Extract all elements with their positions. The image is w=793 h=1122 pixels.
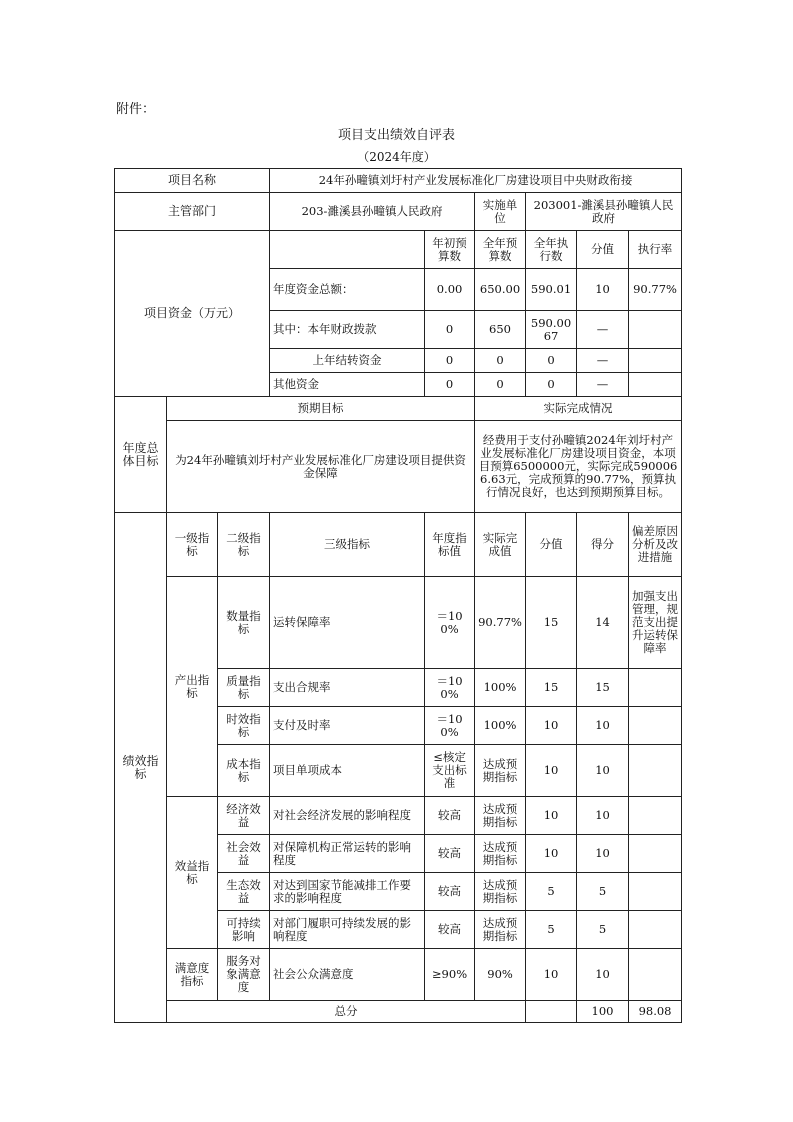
header-level3: 三级指标 — [270, 513, 425, 577]
indicator-value: 5 — [526, 873, 577, 911]
funds-row-initial: 0 — [425, 349, 475, 373]
indicator-target: ≥90% — [425, 949, 475, 1001]
funds-header-annual: 全年预算数 — [475, 231, 526, 269]
indicator-target: 较高 — [425, 873, 475, 911]
indicator-level3: 运转保障率 — [270, 577, 425, 669]
satisfaction-indicators-label: 满意度指标 — [167, 949, 218, 1001]
indicator-level3: 对达到国家节能减排工作要求的影响程度 — [270, 873, 425, 911]
indicator-score: 14 — [577, 577, 629, 669]
performance-header-row — [115, 513, 682, 577]
indicator-score: 10 — [577, 745, 629, 797]
header-level2: 二级指标 — [218, 513, 270, 577]
indicator-level2: 服务对象满意度 — [218, 949, 270, 1001]
header-value: 分值 — [526, 513, 577, 577]
indicator-remark — [629, 707, 682, 745]
funds-header-blank — [270, 231, 425, 269]
funds-row-executed: 590.01 — [526, 269, 577, 311]
indicator-level2: 成本指标 — [218, 745, 270, 797]
indicator-score: 10 — [577, 797, 629, 835]
header-level1: 一级指标 — [167, 513, 218, 577]
header-actual: 实际完成值 — [475, 513, 526, 577]
indicator-actual: 达成预期指标 — [475, 873, 526, 911]
indicator-actual: 100% — [475, 669, 526, 707]
total-blank — [526, 1001, 577, 1023]
indicator-row — [115, 577, 682, 669]
benefit-indicators-label: 效益指标 — [167, 797, 218, 949]
header-target: 年度指标值 — [425, 513, 475, 577]
funds-row-label: 年度资金总额： — [270, 269, 425, 311]
indicator-level3: 对部门履职可持续发展的影响程度 — [270, 911, 425, 949]
funds-row-executed: 0 — [526, 373, 577, 397]
funds-row-score-value: — — [577, 311, 629, 349]
total-label: 总分 — [167, 1001, 526, 1023]
self-evaluation-table — [114, 168, 682, 1023]
funds-header-score-value: 分值 — [577, 231, 629, 269]
department-row — [115, 193, 682, 231]
indicator-score: 15 — [577, 669, 629, 707]
indicator-level2: 数量指标 — [218, 577, 270, 669]
indicator-actual: 90.77% — [475, 577, 526, 669]
indicator-target: 较高 — [425, 911, 475, 949]
funds-row-annual: 650 — [475, 311, 526, 349]
funds-header-rate: 执行率 — [629, 231, 682, 269]
indicator-level2: 社会效益 — [218, 835, 270, 873]
indicator-level2: 时效指标 — [218, 707, 270, 745]
indicator-target: ＝100% — [425, 707, 475, 745]
funds-row-executed: 590.0067 — [526, 311, 577, 349]
indicator-value: 15 — [526, 669, 577, 707]
indicator-target: 较高 — [425, 797, 475, 835]
funds-header-executed: 全年执行数 — [526, 231, 577, 269]
funds-row-rate — [629, 349, 682, 373]
indicator-actual: 90% — [475, 949, 526, 1001]
funds-row-rate: 90.77% — [629, 269, 682, 311]
funds-row-initial: 0 — [425, 311, 475, 349]
performance-indicators-label: 绩效指标 — [115, 513, 167, 1023]
indicator-score: 10 — [577, 949, 629, 1001]
indicator-value: 5 — [526, 911, 577, 949]
implementing-unit-value: 203001-濉溪县孙疃镇人民政府 — [526, 193, 682, 231]
header-score: 得分 — [577, 513, 629, 577]
indicator-value: 10 — [526, 949, 577, 1001]
department-label: 主管部门 — [115, 193, 270, 231]
implementing-unit-label: 实施单位 — [475, 193, 526, 231]
funds-row-executed: 0 — [526, 349, 577, 373]
indicator-level3: 支付及时率 — [270, 707, 425, 745]
indicator-actual: 达成预期指标 — [475, 797, 526, 835]
form-title: 项目支出绩效自评表 — [337, 128, 455, 143]
total-row — [115, 1001, 682, 1023]
indicator-remark — [629, 835, 682, 873]
funds-row-label: 其他资金 — [270, 373, 425, 397]
indicator-value: 15 — [526, 577, 577, 669]
indicator-value: 10 — [526, 835, 577, 873]
department-value: 203-濉溪县孙疃镇人民政府 — [270, 193, 475, 231]
indicator-level2: 生态效益 — [218, 873, 270, 911]
output-indicators-label: 产出指标 — [167, 577, 218, 797]
indicator-actual: 100% — [475, 707, 526, 745]
funds-row-annual: 650.00 — [475, 269, 526, 311]
indicator-remark — [629, 797, 682, 835]
total-value: 100 — [577, 1001, 629, 1023]
goals-header-row — [115, 397, 682, 421]
indicator-target: ≤核定支出标准 — [425, 745, 475, 797]
funds-header-initial: 年初预算数 — [425, 231, 475, 269]
indicator-level2: 质量指标 — [218, 669, 270, 707]
indicator-row — [115, 949, 682, 1001]
indicator-actual: 达成预期指标 — [475, 745, 526, 797]
indicator-level3: 对保障机构正常运转的影响程度 — [270, 835, 425, 873]
attachment-label: 附件： — [116, 102, 156, 117]
indicator-level2: 经济效益 — [218, 797, 270, 835]
funds-row-rate — [629, 373, 682, 397]
indicator-level3: 项目单项成本 — [270, 745, 425, 797]
funds-header-row — [115, 231, 682, 269]
indicator-target: ＝100% — [425, 577, 475, 669]
indicator-score: 10 — [577, 835, 629, 873]
indicator-actual: 达成预期指标 — [475, 835, 526, 873]
indicator-actual: 达成预期指标 — [475, 911, 526, 949]
total-score: 98.08 — [629, 1001, 682, 1023]
indicator-target: ＝100% — [425, 669, 475, 707]
funds-row-score-value: 10 — [577, 269, 629, 311]
actual-completion-text: 经费用于支付孙疃镇2024年刘圩村产业发展标准化厂房建设项目资金，本项目预算6500000元，实际完成5900066.63元，完成预算的90.77%，预算执行情况良好，也达到预期预算目标。 — [475, 421, 682, 513]
header-remark: 偏差原因分析及改进措施 — [629, 513, 682, 577]
funds-row-initial: 0.00 — [425, 269, 475, 311]
expected-goal-text: 为24年孙疃镇刘圩村产业发展标准化厂房建设项目提供资金保障 — [167, 421, 475, 513]
annual-goals-label: 年度总体目标 — [115, 397, 167, 513]
funds-row-label: 上年结转资金 — [270, 349, 425, 373]
project-name-label: 项目名称 — [115, 169, 270, 193]
indicator-remark — [629, 669, 682, 707]
indicator-level3: 对社会经济发展的影响程度 — [270, 797, 425, 835]
indicator-value: 10 — [526, 797, 577, 835]
funds-row-score-value: — — [577, 349, 629, 373]
expected-goal-header: 预期目标 — [167, 397, 475, 421]
indicator-remark — [629, 745, 682, 797]
funds-row-initial: 0 — [425, 373, 475, 397]
indicator-remark — [629, 873, 682, 911]
indicator-score: 5 — [577, 873, 629, 911]
project-name-row — [115, 169, 682, 193]
funds-row-annual: 0 — [475, 373, 526, 397]
indicator-score: 5 — [577, 911, 629, 949]
form-year: （2024年度） — [357, 150, 436, 164]
indicator-score: 10 — [577, 707, 629, 745]
goals-content-row — [115, 421, 682, 513]
indicator-row — [115, 797, 682, 835]
funds-row-score-value: — — [577, 373, 629, 397]
indicator-level3: 支出合规率 — [270, 669, 425, 707]
indicator-level3: 社会公众满意度 — [270, 949, 425, 1001]
indicator-remark — [629, 949, 682, 1001]
indicator-remark — [629, 911, 682, 949]
funds-row-label: 其中：本年财政拨款 — [270, 311, 425, 349]
funds-label: 项目资金（万元） — [115, 231, 270, 397]
project-name-value: 24年孙疃镇刘圩村产业发展标准化厂房建设项目中央财政衔接 — [270, 169, 682, 193]
indicator-value: 10 — [526, 745, 577, 797]
funds-row-annual: 0 — [475, 349, 526, 373]
indicator-remark: 加强支出管理，规范支出提升运转保障率 — [629, 577, 682, 669]
actual-completion-header: 实际完成情况 — [475, 397, 682, 421]
indicator-level2: 可持续影响 — [218, 911, 270, 949]
funds-row-rate — [629, 311, 682, 349]
indicator-target: 较高 — [425, 835, 475, 873]
indicator-value: 10 — [526, 707, 577, 745]
